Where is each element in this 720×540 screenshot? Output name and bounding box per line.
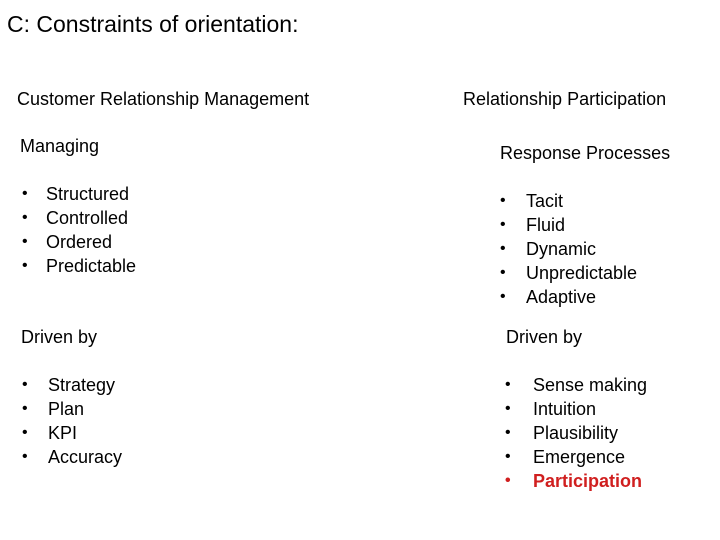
bullet-icon: • xyxy=(505,376,511,393)
list-item xyxy=(500,285,637,309)
bullet-icon: • xyxy=(505,448,511,465)
list-item-text: Intuition xyxy=(533,399,597,419)
list-item xyxy=(22,182,136,206)
list-item-text: Fluid xyxy=(526,215,566,235)
list-item xyxy=(22,445,122,469)
list-item xyxy=(505,421,647,445)
list-item-text: Plausibility xyxy=(533,423,619,443)
list-item-text-highlighted: Participation xyxy=(533,471,643,491)
list-item-text: Controlled xyxy=(46,208,129,228)
bullet-icon: • xyxy=(505,400,511,417)
list-item-text: Plan xyxy=(48,399,85,419)
list-item xyxy=(22,254,136,278)
list-item xyxy=(22,206,136,230)
list-item-text: Sense making xyxy=(533,375,648,395)
list-item-text: Strategy xyxy=(48,375,116,395)
bullet-icon: • xyxy=(500,288,506,305)
right-section2-list xyxy=(505,373,647,493)
bullet-icon: • xyxy=(22,400,28,417)
left-section2-list xyxy=(22,373,122,469)
bullet-icon: • xyxy=(505,472,511,489)
list-item xyxy=(505,445,647,469)
bullet-icon: • xyxy=(22,209,28,226)
bullet-icon: • xyxy=(22,185,28,202)
list-item xyxy=(505,397,647,421)
list-item-text: Dynamic xyxy=(526,239,597,259)
bullet-icon: • xyxy=(22,448,28,465)
list-item xyxy=(22,373,122,397)
list-item xyxy=(500,213,637,237)
left-section1-list xyxy=(22,182,136,278)
list-item-text: Unpredictable xyxy=(526,263,638,283)
bullet-icon: • xyxy=(500,240,506,257)
list-item xyxy=(505,373,647,397)
list-item-highlighted xyxy=(505,469,647,493)
list-item xyxy=(500,237,637,261)
right-section2-label: Driven by xyxy=(506,327,583,347)
bullet-icon: • xyxy=(500,264,506,281)
list-item-text: Ordered xyxy=(46,232,113,252)
list-item xyxy=(22,397,122,421)
list-item-text: Predictable xyxy=(46,256,137,276)
bullet-icon: • xyxy=(22,233,28,250)
list-item-text: Emergence xyxy=(533,447,626,467)
bullet-icon: • xyxy=(22,257,28,274)
list-item xyxy=(22,421,122,445)
list-item-text: Tacit xyxy=(526,191,564,211)
slide-title: C: Constraints of orientation: xyxy=(7,11,299,37)
bullet-icon: • xyxy=(500,192,506,209)
left-column-heading: Customer Relationship Management xyxy=(17,89,310,109)
list-item xyxy=(500,189,637,213)
list-item-text: Accuracy xyxy=(48,447,123,467)
list-item-text: Adaptive xyxy=(526,287,597,307)
list-item-text: KPI xyxy=(48,423,78,443)
bullet-icon: • xyxy=(22,424,28,441)
bullet-icon: • xyxy=(500,216,506,233)
left-section1-label: Managing xyxy=(20,136,100,156)
left-section2-label: Driven by xyxy=(21,327,98,347)
list-item-text: Structured xyxy=(46,184,130,204)
bullet-icon: • xyxy=(505,424,511,441)
right-section1-label: Response Processes xyxy=(500,143,671,163)
right-column-heading: Relationship Participation xyxy=(463,89,667,109)
list-item xyxy=(22,230,136,254)
right-section1-list xyxy=(500,189,637,309)
bullet-icon: • xyxy=(22,376,28,393)
list-item xyxy=(500,261,637,285)
